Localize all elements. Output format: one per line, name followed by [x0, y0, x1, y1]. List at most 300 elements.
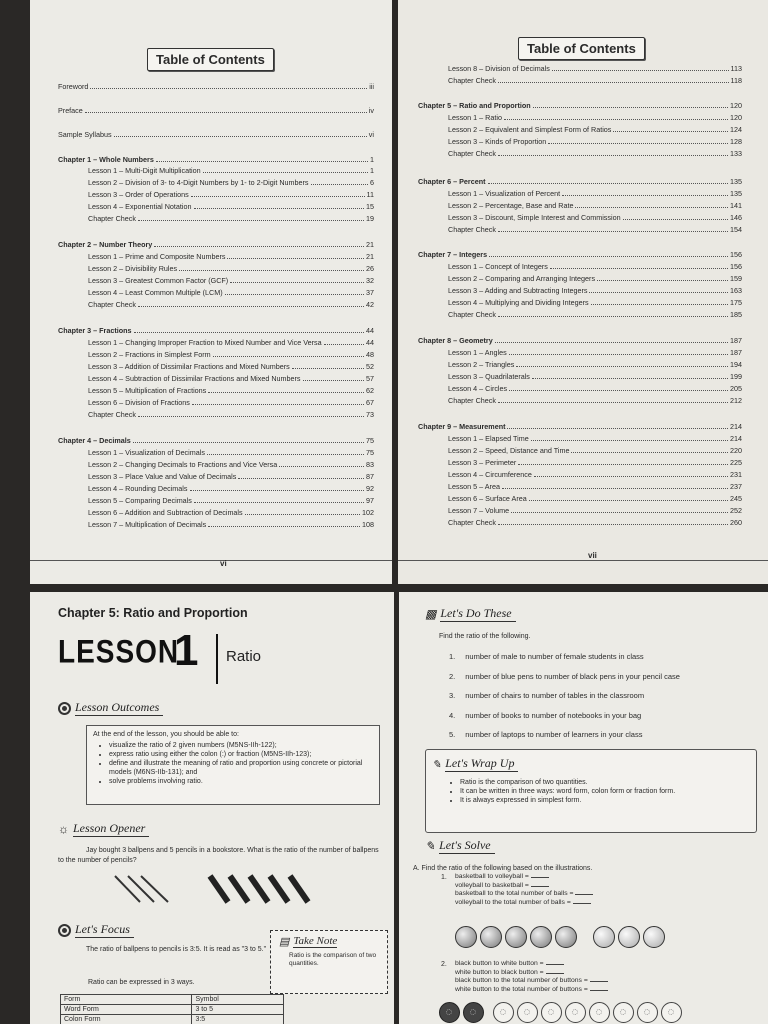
- toc-entry: [88, 190, 374, 199]
- toc-entry: [448, 310, 742, 319]
- toc-entry-title: Lesson 6 – Addition and Subtraction of Decimals: [88, 508, 243, 517]
- dot-leader: [498, 154, 728, 156]
- toc-entry-title: Lesson 2 – Triangles: [448, 360, 515, 369]
- answer-blank[interactable]: [575, 894, 593, 895]
- toc-entry-title: Chapter Check: [88, 300, 136, 309]
- toc-entry: [88, 472, 374, 481]
- toc-entry: [58, 130, 374, 139]
- dot-leader: [279, 465, 364, 467]
- list-item: [449, 730, 749, 750]
- dot-leader: [227, 257, 364, 259]
- item-number: 5.: [449, 730, 456, 739]
- toc-entry: [88, 166, 374, 175]
- toc-entry-page: 37: [366, 288, 374, 297]
- table-cell: 3:5: [192, 1015, 284, 1024]
- toc-entry-page: 141: [730, 201, 742, 210]
- dot-leader: [531, 439, 728, 441]
- outcomes-heading-label: Lesson Outcomes: [75, 700, 163, 716]
- toc-entry-title: Lesson 1 – Multi-Digit Multiplication: [88, 166, 201, 175]
- ballpens-and-pencils-illustration: [110, 872, 340, 912]
- dot-leader: [203, 171, 368, 173]
- toc-entry-title: Lesson 2 – Percentage, Base and Rate: [448, 201, 574, 210]
- problem-line-text: white button to black button =: [455, 968, 544, 976]
- toc-entry: [448, 113, 742, 122]
- lesson-page: [30, 592, 394, 1024]
- toc-entry-page: 187: [730, 348, 742, 357]
- toc-entry-title: Lesson 4 – Rounding Decimals: [88, 484, 188, 493]
- dot-leader: [230, 281, 364, 283]
- volleyball-icon: [643, 926, 665, 948]
- wrap-up-section-heading: [432, 756, 518, 772]
- toc-entry-page: 75: [366, 436, 374, 445]
- toc-entry: [88, 508, 374, 517]
- dot-leader: [194, 501, 364, 503]
- dot-leader: [311, 183, 368, 185]
- toc-entry-title: Lesson 6 – Division of Fractions: [88, 398, 190, 407]
- toc-entry: [448, 262, 742, 271]
- white-button-icon: [637, 1002, 658, 1023]
- toc-entry-page: 21: [366, 252, 374, 261]
- toc-entry-page: 220: [730, 446, 742, 455]
- table-header: Form: [61, 995, 192, 1005]
- problem-1-lines: [455, 873, 595, 907]
- toc-entry-page: 128: [730, 137, 742, 146]
- problem-line: [455, 890, 595, 899]
- focus-section-heading: [58, 922, 134, 938]
- dot-leader: [191, 195, 365, 197]
- toc-entry-page: 175: [730, 298, 742, 307]
- toc-entry-title: Lesson 3 – Greatest Common Factor (GCF): [88, 276, 229, 285]
- answer-blank[interactable]: [590, 990, 608, 991]
- dot-leader: [138, 415, 364, 417]
- toc-entry: [88, 520, 374, 529]
- ballpen-icon: [115, 876, 168, 902]
- toc-entry: [448, 372, 742, 381]
- toc-chapter-entry: [418, 336, 742, 345]
- toc-entry-title: Chapter Check: [88, 410, 136, 419]
- lesson-separator: [216, 634, 218, 684]
- toc-entry-page: 225: [730, 458, 742, 467]
- white-button-icon: [565, 1002, 586, 1023]
- toc-entry-page: iv: [368, 106, 374, 115]
- toc-entry: [448, 506, 742, 515]
- opener-text: Jay bought 3 ballpens and 5 pencils in a bookstore. What is the ratio of the number of ballpens to the number of pencils?: [58, 847, 379, 864]
- toc-entry: [448, 348, 742, 357]
- dot-leader: [550, 267, 728, 269]
- toc-entry-page: 120: [730, 113, 742, 122]
- item-number: 3.: [449, 691, 456, 700]
- dot-leader: [613, 130, 728, 132]
- toc-entry-title: Lesson 6 – Surface Area: [448, 494, 527, 503]
- toc-entry-page: 48: [366, 350, 374, 359]
- outcome-item: • solve problems involving ratio.: [109, 777, 379, 786]
- page-number: vii: [588, 551, 597, 560]
- dot-leader: [498, 401, 728, 403]
- toc-entry-page: 156: [730, 262, 742, 271]
- toc-entry-page: 87: [366, 472, 374, 481]
- toc-entry-title: Lesson 1 – Changing Improper Fraction to Mixed Number and Vice Versa: [88, 338, 322, 347]
- problem-line-text: white button to the total number of buttons =: [455, 985, 588, 993]
- toc-entry: [88, 410, 374, 419]
- toc-chapter-entry: [58, 326, 374, 335]
- dot-leader: [245, 513, 360, 515]
- problem-line: [455, 873, 595, 882]
- dot-leader: [575, 206, 728, 208]
- toc-entry-page: 73: [366, 410, 374, 419]
- white-button-icon: [517, 1002, 538, 1023]
- toc-entry-page: 154: [730, 225, 742, 234]
- volleyball-icon: [593, 926, 615, 948]
- toc-entry-title: Lesson 1 – Visualization of Decimals: [88, 448, 205, 457]
- toc-entry-page: 214: [730, 422, 742, 431]
- toc-entry: [88, 448, 374, 457]
- dot-leader: [225, 293, 364, 295]
- practice-page: [399, 592, 768, 1024]
- toc-entry-page: 212: [730, 396, 742, 405]
- list-item: [449, 672, 749, 692]
- toc-page-right: [398, 0, 768, 584]
- answer-blank[interactable]: [573, 903, 591, 904]
- toc-entry: [448, 64, 742, 73]
- toc-entry-title: Lesson 3 – Kinds of Proportion: [448, 137, 547, 146]
- toc-entry-page: 44: [366, 326, 374, 335]
- problem-line-text: black button to the total number of buttons =: [455, 977, 588, 985]
- problem-line: [455, 882, 595, 891]
- toc-entry-title: Lesson 2 – Division of 3- to 4-Digit Numbers by 1- to 2-Digit Numbers: [88, 178, 309, 187]
- dot-leader: [591, 303, 728, 305]
- notepad-icon: ▤: [279, 936, 290, 948]
- solve-section-heading: [425, 838, 495, 854]
- toc-entry-page: 113: [730, 64, 742, 73]
- dot-leader: [498, 523, 728, 525]
- toc-entry: [88, 178, 374, 187]
- item-text: number of books to number of notebooks in your bag: [465, 710, 642, 720]
- toc-entry-page: 11: [366, 190, 374, 199]
- list-item: [449, 652, 749, 672]
- toc-entry: [88, 496, 374, 505]
- outcomes-section-heading: [58, 700, 163, 716]
- basketball-icon: [455, 926, 477, 948]
- toc-entry-page: 156: [730, 250, 742, 259]
- outcomes-intro: At the end of the lesson, you should be able to:: [93, 731, 239, 738]
- toc-entry: [448, 149, 742, 158]
- toc-title: Table of Contents: [518, 37, 645, 60]
- toc-entry: [448, 298, 742, 307]
- dot-leader: [498, 315, 728, 317]
- toc-entry: [88, 350, 374, 359]
- toc-entry: [448, 137, 742, 146]
- dot-leader: [488, 182, 728, 184]
- problem-line-text: volleyball to basketball =: [455, 881, 529, 889]
- ways-text: Ratio can be expressed in 3 ways.: [88, 979, 195, 986]
- basketball-icon: [555, 926, 577, 948]
- answer-blank[interactable]: [531, 886, 549, 887]
- toc-entry: [448, 470, 742, 479]
- solve-instruction: A. Find the ratio of the following based on the illustrations.: [413, 865, 593, 872]
- answer-blank[interactable]: [590, 981, 608, 982]
- toc-entry-title: Lesson 5 – Multiplication of Fractions: [88, 386, 207, 395]
- toc-entry: [448, 518, 742, 527]
- toc-entry: [88, 386, 374, 395]
- dot-leader: [552, 69, 729, 71]
- dot-leader: [292, 367, 364, 369]
- toc-entry-page: 52: [366, 362, 374, 371]
- dot-leader: [529, 499, 728, 501]
- answer-blank[interactable]: [546, 973, 564, 974]
- dot-leader: [190, 489, 365, 491]
- toc-entry-title: Chapter 6 – Percent: [418, 177, 486, 186]
- chapter-heading: Chapter 5: Ratio and Proportion: [58, 606, 248, 620]
- toc-entry-page: 185: [730, 310, 742, 319]
- white-button-icon: [493, 1002, 514, 1023]
- problem-line: [455, 969, 610, 978]
- toc-entry-title: Lesson 1 – Angles: [448, 348, 507, 357]
- toc-chapter-entry: [418, 250, 742, 259]
- dot-leader: [507, 427, 728, 429]
- problem-line-text: black button to white button =: [455, 960, 544, 967]
- toc-entry-page: 146: [730, 213, 742, 222]
- white-button-icon: [613, 1002, 634, 1023]
- outcome-item: • express ratio using either the colon (:) or fraction (M5NS-IIh-123);: [109, 750, 379, 759]
- dot-leader: [179, 269, 364, 271]
- dot-leader: [511, 511, 728, 513]
- dot-leader: [502, 487, 728, 489]
- wrap-up-item: • It is always expressed in simplest form.: [460, 796, 675, 805]
- toc-entry-page: 108: [362, 520, 374, 529]
- toc-entry-page: 245: [730, 494, 742, 503]
- basketball-icon: [480, 926, 502, 948]
- notebook-icon: ▩: [425, 606, 437, 621]
- item-number: 2.: [449, 671, 456, 681]
- focus-text: The ratio of ballpens to pencils is 3:5. It is read as "3 to 5.": [86, 946, 267, 953]
- dot-leader: [562, 194, 728, 196]
- toc-entry: [88, 252, 374, 261]
- toc-entry: [448, 434, 742, 443]
- white-button-icon: [661, 1002, 682, 1023]
- toc-chapter-entry: [418, 101, 742, 110]
- toc-entry-title: Lesson 1 – Ratio: [448, 113, 502, 122]
- take-note-heading: Take Note: [293, 935, 338, 947]
- toc-entry: [448, 201, 742, 210]
- white-button-icon: [541, 1002, 562, 1023]
- table-row: [61, 1005, 284, 1015]
- toc-entry: [448, 360, 742, 369]
- dot-leader: [534, 475, 728, 477]
- toc-entry: [88, 484, 374, 493]
- toc-entry: [448, 494, 742, 503]
- toc-entry-page: 62: [366, 386, 374, 395]
- toc-entry: [448, 286, 742, 295]
- problem-line-text: volleyball to the total number of balls =: [455, 898, 571, 906]
- dot-leader: [498, 81, 729, 83]
- dot-leader: [85, 111, 367, 113]
- toc-entry-page: 6: [370, 178, 374, 187]
- dot-leader: [509, 389, 728, 391]
- dot-leader: [597, 279, 728, 281]
- toc-entry-title: Chapter Check: [448, 310, 496, 319]
- toc-entry-title: Lesson 2 – Fractions in Simplest Form: [88, 350, 211, 359]
- toc-entry-title: Preface: [58, 106, 83, 115]
- magnifier-icon: [58, 924, 71, 937]
- dot-leader: [548, 142, 728, 144]
- problem-line: [455, 977, 610, 986]
- basketball-icon: [505, 926, 527, 948]
- toc-entry-title: Lesson 4 – Subtraction of Dissimilar Fractions and Mixed Numbers: [88, 374, 301, 383]
- toc-entry-page: 133: [730, 149, 742, 158]
- wrap-up-heading-label: Let's Wrap Up: [445, 756, 518, 772]
- toc-entry-page: 135: [730, 189, 742, 198]
- toc-entry-title: Lesson 1 – Prime and Composite Numbers: [88, 252, 226, 261]
- dot-leader: [623, 218, 728, 220]
- toc-entry-title: Chapter Check: [448, 149, 496, 158]
- toc-entry-page: 57: [366, 374, 374, 383]
- toc-entry-page: 118: [730, 76, 742, 85]
- dot-leader: [498, 230, 728, 232]
- dot-leader: [324, 343, 364, 345]
- dot-leader: [208, 391, 364, 393]
- toc-entry: [88, 338, 374, 347]
- toc-entry-title: Chapter Check: [448, 518, 496, 527]
- pencil-icon: [210, 876, 308, 902]
- toc-chapter-entry: [58, 155, 374, 164]
- list-item: [449, 691, 749, 711]
- toc-entry: [88, 374, 374, 383]
- answer-blank[interactable]: [546, 964, 564, 965]
- toc-entry-title: Lesson 1 – Concept of Integers: [448, 262, 548, 271]
- dot-leader: [213, 355, 364, 357]
- toc-entry: [448, 213, 742, 222]
- dot-leader: [504, 118, 728, 120]
- dot-leader: [138, 305, 364, 307]
- white-button-icon: [589, 1002, 610, 1023]
- toc-entry-title: Chapter 8 – Geometry: [418, 336, 493, 345]
- toc-entry-title: Lesson 2 – Changing Decimals to Fractions and Vice Versa: [88, 460, 278, 469]
- toc-entry: [88, 300, 374, 309]
- problem-1-number: 1.: [441, 874, 447, 881]
- toc-entry-page: 120: [730, 101, 742, 110]
- problem-line: [455, 960, 610, 969]
- toc-entry-title: Lesson 8 – Division of Decimals: [448, 64, 550, 73]
- toc-entry-title: Chapter 1 – Whole Numbers: [58, 155, 154, 164]
- toc-entry-page: 214: [730, 434, 742, 443]
- black-button-icon: [463, 1002, 484, 1023]
- dot-leader: [207, 453, 364, 455]
- table-cell: Word Form: [61, 1005, 192, 1015]
- toc-entry-title: Lesson 3 – Order of Operations: [88, 190, 189, 199]
- problem-2-lines: [455, 960, 610, 994]
- toc-page-left: [30, 0, 392, 584]
- table-cell: Colon Form: [61, 1015, 192, 1024]
- item-text: number of laptops to number of learners in your class: [465, 730, 643, 739]
- dot-leader: [114, 135, 367, 137]
- opener-heading-label: Lesson Opener: [73, 821, 149, 837]
- toc-entry-title: Chapter 4 – Decimals: [58, 436, 131, 445]
- clipboard-icon: ✎: [432, 758, 442, 771]
- item-text: number of male to number of female students in class: [465, 652, 644, 661]
- form-table: [60, 994, 284, 1024]
- toc-entry-title: Lesson 3 – Perimeter: [448, 458, 517, 467]
- lesson-number: 1: [174, 626, 199, 675]
- toc-entry-title: Lesson 4 – Least Common Multiple (LCM): [88, 288, 223, 297]
- dot-leader: [138, 219, 364, 221]
- outcome-item: • visualize the ratio of 2 given numbers (M5NS-IIh-122);: [109, 741, 379, 750]
- problem-line-text: basketball to volleyball =: [455, 873, 529, 880]
- take-note-text: Ratio is the comparison of two quantities.: [289, 952, 377, 967]
- toc-entry-page: 32: [366, 276, 374, 285]
- problem-line-text: basketball to the total number of balls =: [455, 890, 574, 898]
- toc-entry-title: Chapter Check: [88, 214, 136, 223]
- do-these-list: [449, 652, 749, 750]
- dot-leader: [303, 379, 364, 381]
- toc-entry: [58, 106, 374, 115]
- dot-leader: [571, 451, 728, 453]
- volleyball-icon: [618, 926, 640, 948]
- toc-entry: [448, 482, 742, 491]
- toc-entry-page: 124: [730, 125, 742, 134]
- dot-leader: [516, 365, 728, 367]
- item-text: number of chairs to number of tables in the classroom: [465, 691, 645, 700]
- toc-entry-page: 135: [730, 177, 742, 186]
- toc-entry-title: Chapter Check: [448, 225, 496, 234]
- focus-heading-label: Let's Focus: [75, 922, 134, 938]
- problem-line: [455, 986, 610, 995]
- dot-leader: [238, 477, 364, 479]
- toc-entry-title: Sample Syllabus: [58, 130, 112, 139]
- toc-entry-title: Chapter Check: [448, 396, 496, 405]
- toc-entry-page: vi: [368, 130, 374, 139]
- wrap-up-item: • Ratio is the comparison of two quantities.: [460, 778, 675, 787]
- toc-entry: [448, 446, 742, 455]
- wrap-up-list: [438, 778, 675, 805]
- toc-entry-title: Lesson 2 – Comparing and Arranging Integers: [448, 274, 596, 283]
- toc-entry-page: 159: [730, 274, 742, 283]
- toc-entry-title: Lesson 2 – Divisibility Rules: [88, 264, 178, 273]
- answer-blank[interactable]: [531, 877, 549, 878]
- toc-entry-title: Foreword: [58, 82, 89, 91]
- toc-entry: [88, 264, 374, 273]
- toc-entry-page: 19: [366, 214, 374, 223]
- toc-entry-title: Lesson 2 – Speed, Distance and Time: [448, 446, 570, 455]
- toc-entry-page: 194: [730, 360, 742, 369]
- dot-leader: [495, 341, 728, 343]
- toc-entry-page: 163: [730, 286, 742, 295]
- toc-entry: [88, 398, 374, 407]
- toc-entry-title: Lesson 4 – Multiplying and Dividing Integers: [448, 298, 589, 307]
- toc-entry-page: 83: [366, 460, 374, 469]
- list-item: [449, 711, 749, 731]
- toc-entry-page: 260: [730, 518, 742, 527]
- toc-entry: [448, 189, 742, 198]
- toc-entry-page: 252: [730, 506, 742, 515]
- toc-entry-page: 237: [730, 482, 742, 491]
- toc-entry-page: 205: [730, 384, 742, 393]
- toc-entry: [448, 76, 742, 85]
- footer-rule: [30, 560, 392, 561]
- dot-leader: [489, 255, 728, 257]
- dot-leader: [208, 525, 360, 527]
- table-header: Symbol: [192, 995, 284, 1005]
- toc-entry-title: Lesson 7 – Volume: [448, 506, 510, 515]
- toc-entry: [58, 82, 374, 91]
- toc-entry: [88, 276, 374, 285]
- toc-entry-title: Lesson 3 – Place Value and Value of Decimals: [88, 472, 237, 481]
- table-cell: 3 to 5: [192, 1005, 284, 1015]
- toc-entry: [448, 125, 742, 134]
- dot-leader: [509, 353, 728, 355]
- toc-entry-page: 92: [366, 484, 374, 493]
- problem-2-number: 2.: [441, 961, 447, 968]
- lesson-title: Ratio: [226, 648, 262, 665]
